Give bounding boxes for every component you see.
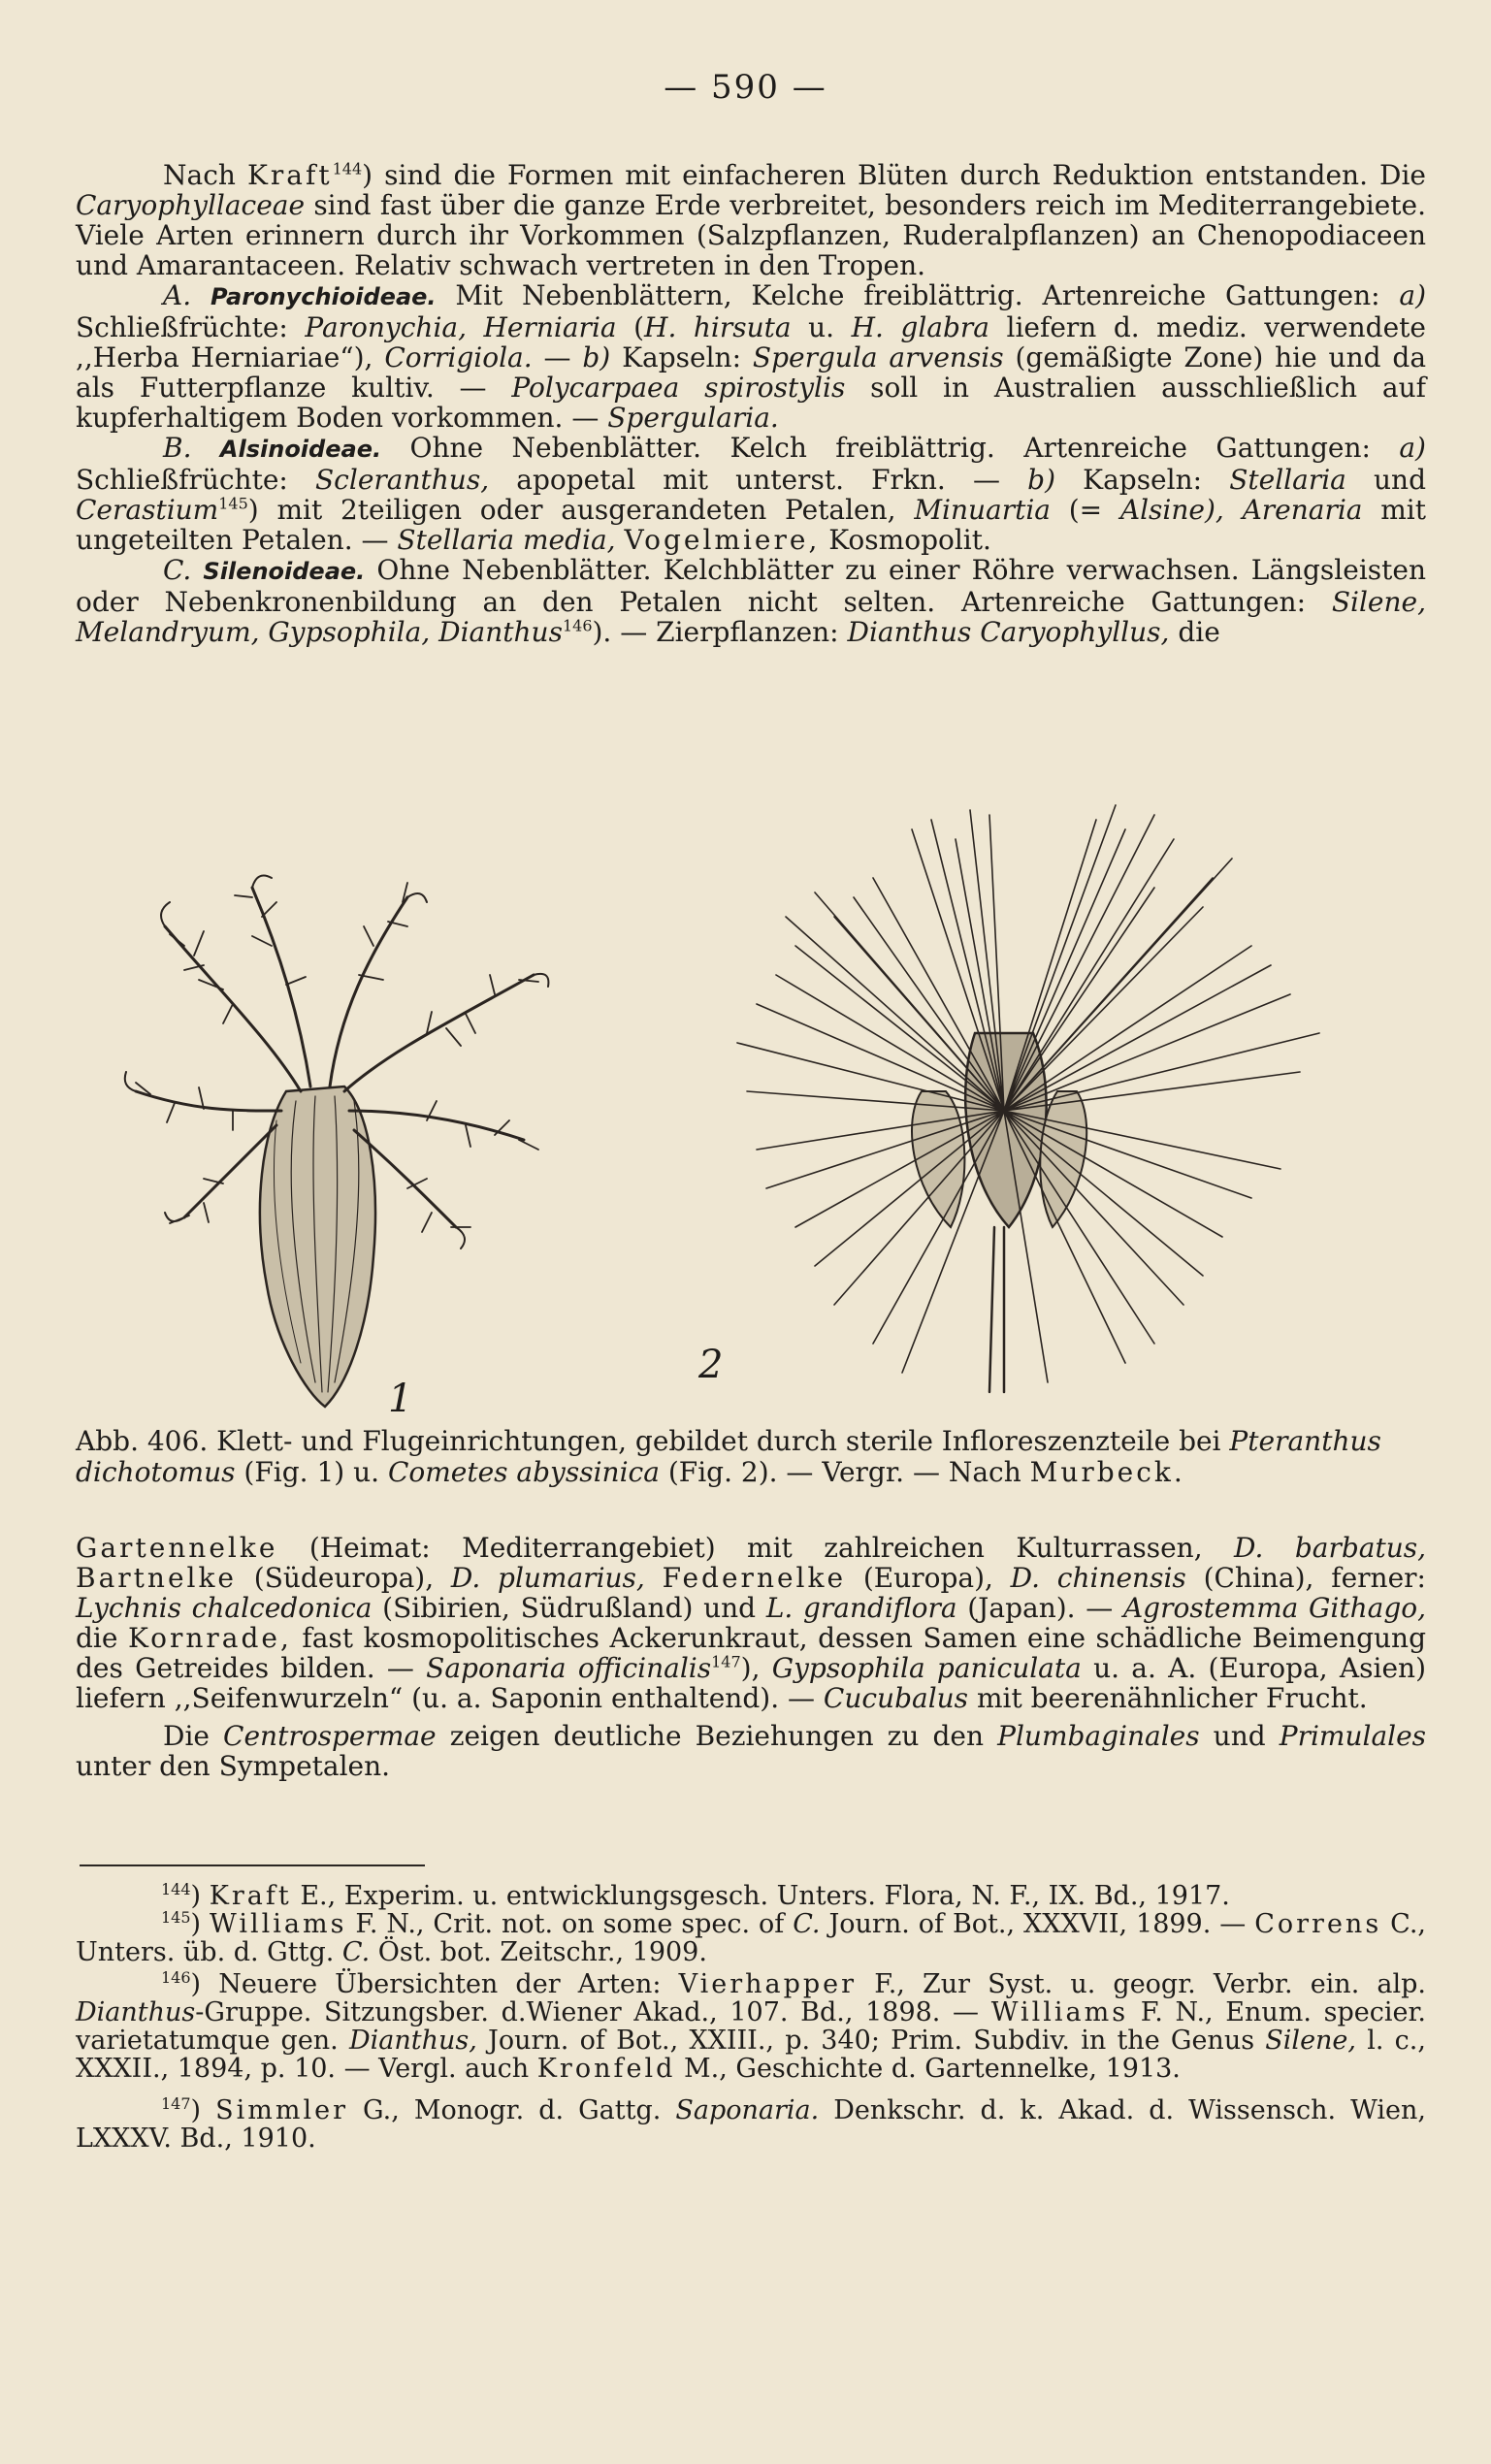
text: Schließfrüchte: (76, 464, 288, 496)
taxon: Saponaria. (675, 2095, 820, 2125)
text: ) (190, 2095, 202, 2125)
body-text-top (76, 160, 1426, 647)
taxon: Pteranthus dichotomus (76, 1425, 1381, 1488)
text: mit ungeteilten Petalen. — (76, 494, 1427, 556)
taxon: Cucubalus (823, 1682, 969, 1714)
footnote-divider (80, 1864, 425, 1866)
text: Nach (163, 159, 236, 191)
text: Abb. 406. Klett- und Flugeinrichtungen, gebildet durch sterile Infloreszenzteile bei (76, 1425, 1221, 1457)
common-name: Kornrade, (127, 1622, 292, 1654)
text: Kapseln: (622, 341, 742, 373)
taxon: C. (793, 1909, 821, 1939)
taxon: Alsine), (1119, 494, 1224, 526)
footnote-147 (76, 2096, 1426, 2153)
text: (Fig. 2). — Vergr. — Nach (667, 1456, 1021, 1488)
page-number: — 590 — (664, 68, 827, 107)
footnote-ref: 145 (218, 494, 248, 513)
taxon: Cometes abyssinica (387, 1456, 660, 1488)
taxon: Spergula arvensis (752, 341, 1004, 373)
footnote-number: 144 (161, 1880, 191, 1898)
text: Ohne Nebenblätter. Kelch freiblättrig. Artenreiche Gattungen: (409, 432, 1371, 464)
text: E., Experim. u. entwicklungsgesch. Unters. Flora, N. F., IX. Bd., 1917. (300, 1881, 1230, 1911)
continuation-paragraph (76, 1533, 1426, 1713)
taxon: C. (341, 1937, 371, 1967)
footnotes (76, 1882, 1426, 2153)
taxon: Paronychia, Herniaria (305, 311, 617, 343)
text: Ohne Nebenblätter. Kelchblätter zu einer Röhre verwachsen. Längsleisten oder Nebenkronenbildung an den Petalen nicht selten. Artenreiche Gattungen: (76, 554, 1427, 618)
text: ) (190, 1881, 202, 1911)
text: liefern d. mediz. verwendete ,,Herba Herniariae“), (76, 311, 1426, 373)
text: — (543, 341, 571, 373)
taxon: L. grandiflora (765, 1592, 957, 1624)
taxon: H. hirsuta (644, 311, 792, 343)
text: b) (1027, 464, 1055, 496)
text: F. N., Crit. not. on some spec. of (355, 1909, 785, 1939)
common-name: Vogelmiere, (624, 524, 821, 556)
author-name: Kronfeld (536, 2054, 676, 2084)
figure-illustration (78, 800, 1416, 1421)
group-b-paragraph (76, 433, 1426, 555)
text: Mit Nebenblättern, Kelche freiblättrig. Artenreiche Gattungen: (455, 279, 1380, 311)
text: und (1213, 1720, 1266, 1752)
common-name: Federnelke (662, 1562, 847, 1594)
text: ( (633, 311, 645, 343)
text: Kapseln: (1083, 464, 1203, 496)
taxon: Caryophyllaceae (76, 189, 306, 221)
text: apopetal mit unterst. Frkn. — (516, 464, 1000, 496)
text: ) Neuere Übersichten der Arten: (190, 1969, 662, 1999)
taxon: Gypsophila paniculata (771, 1652, 1082, 1684)
taxon: D. chinensis (1010, 1562, 1186, 1594)
text: Kosmopolit. (828, 524, 991, 556)
text: unter den Sympetalen. (76, 1750, 391, 1782)
footnote-ref: 144 (332, 159, 363, 178)
text: a) (1399, 279, 1426, 311)
text: (Heimat: Mediterrangebiet) mit zahlreichen Kulturrassen, (308, 1532, 1203, 1564)
group-letter: A. (163, 279, 192, 311)
group-name: Paronychioideae. (210, 283, 437, 310)
taxon: Arenaria (1242, 494, 1363, 526)
text: (Fig. 1) u. (243, 1456, 380, 1488)
text: F., Zur Syst. u. geogr. Verbr. ein. alp. (874, 1969, 1426, 1999)
footnote-number: 146 (161, 1968, 191, 1987)
figure-caption (76, 1426, 1426, 1488)
text: Denkschr. d. k. Akad. d. Wissensch. Wien, LXXXV. Bd., 1910. (76, 2095, 1426, 2154)
taxon: Spergularia. (607, 402, 779, 434)
text: (gemäßigte Zone) hie und da als Futterpflanze kultiv. — (76, 341, 1427, 404)
fig2-label: 2 (698, 1343, 724, 1387)
text: Öst. bot. Zeitschr., 1909. (377, 1937, 707, 1967)
taxon: D. plumarius, (450, 1562, 645, 1594)
text: (Europa), (862, 1562, 993, 1594)
group-letter: C. (163, 554, 192, 586)
final-paragraph (76, 1721, 1426, 1781)
text: Die (163, 1720, 210, 1752)
taxon: Stellaria (1229, 464, 1346, 496)
taxon: Corrigiola. (384, 341, 533, 373)
text: ). — Zierpflanzen: (592, 616, 839, 648)
text: u. (808, 311, 835, 343)
text: zeigen deutliche Beziehungen zu den (449, 1720, 985, 1752)
text: a) (1399, 432, 1426, 464)
text: M., Geschichte d. Gartennelke, 1913. (683, 2054, 1181, 2084)
text: l. c., XXXII., 1894, p. 10. — Vergl. auch (76, 2026, 1426, 2084)
text: (Japan). — (967, 1592, 1114, 1624)
taxon: H. glabra (851, 311, 989, 343)
taxon: D. barbatus, (1234, 1532, 1426, 1564)
intro-paragraph (76, 160, 1426, 280)
text: (China), ferner: (1203, 1562, 1426, 1594)
text: (Südeuropa), (253, 1562, 435, 1594)
text: soll in Australien ausschließlich auf kupferhaltigem Boden vorkommen. — (76, 372, 1426, 434)
footnote-number: 145 (161, 1908, 191, 1927)
author-name: Williams (210, 1909, 347, 1939)
footnote-ref: 146 (562, 616, 593, 635)
text: F. N., Enum. specier. varietatumque gen. (76, 1997, 1426, 2056)
text: b) (582, 341, 611, 373)
author-name: Murbeck. (1029, 1456, 1185, 1488)
text: Schließfrüchte: (76, 311, 288, 343)
text: Journ. of Bot., XXXVII, 1899. — (828, 1909, 1247, 1939)
author-name: Vierhapper (678, 1969, 858, 1999)
text: (= (1068, 494, 1103, 526)
common-name: Bartnelke (76, 1562, 238, 1594)
taxon: Primulales (1279, 1720, 1427, 1752)
group-c-paragraph (76, 555, 1426, 647)
text: ) mit 2teiligen oder ausgerandeten Petalen, (247, 494, 896, 526)
author-name: Williams (990, 1997, 1129, 2027)
taxon: Scleranthus, (315, 464, 490, 496)
fig2-cometes-drawing (737, 805, 1319, 1392)
taxon: Silene, Melandryum, Gypsophila, Dianthus (76, 586, 1426, 648)
common-name: Gartennelke (76, 1532, 278, 1564)
fig1-pteranthus-drawing (125, 876, 549, 1407)
text: u. a. A. (Europa, Asien) liefern ,,Seifenwurzeln“ (u. a. Saponin enthaltend). — (76, 1652, 1427, 1714)
text: ) (190, 1909, 202, 1939)
text: C., Unters. üb. d. Gttg. (76, 1909, 1426, 1967)
taxon: Agrostemma Githago, (1122, 1592, 1427, 1624)
taxon: Silene, (1265, 2026, 1356, 2056)
figure-406 (78, 800, 1416, 1421)
group-name: Alsinoideae. (219, 436, 382, 463)
taxon: Stellaria media, (397, 524, 616, 556)
footnote-146 (76, 1970, 1426, 2083)
text: Journ. of Bot., XXIII., p. 340; Prim. Subdiv. in the Genus (488, 2026, 1255, 2056)
text: G., Monogr. d. Gattg. (363, 2095, 662, 2125)
text: die (1178, 616, 1220, 648)
taxon: Dianthus Caryophyllus, (847, 616, 1170, 648)
taxon: Lychnis chalcedonica (76, 1592, 373, 1624)
taxon: Polycarpaea spirostylis (511, 372, 846, 404)
author-name: Kraft (209, 1881, 292, 1911)
taxon: Dianthus, (348, 2026, 477, 2056)
footnote-145 (76, 1910, 1426, 1966)
footnote-ref: 147 (711, 1652, 741, 1671)
taxon: Saponaria officinalis (426, 1652, 712, 1684)
text: ) sind die Formen mit einfacheren Blüten durch Reduktion entstanden. Die (362, 159, 1427, 191)
author-name: Kraft (246, 159, 333, 191)
group-name: Silenoideae. (203, 558, 366, 585)
text: -Gruppe. Sitzungsber. d.Wiener Akad., 107. Bd., 1898. — (195, 1997, 980, 2027)
footnote-number: 147 (161, 2094, 191, 2113)
author-name: Simmler (215, 2095, 348, 2125)
text: (Sibirien, Südrußland) und (382, 1592, 757, 1624)
taxon: Cerastium (76, 494, 219, 526)
taxon: Plumbaginales (997, 1720, 1200, 1752)
text: ), (740, 1652, 761, 1684)
fig1-label: 1 (388, 1377, 413, 1421)
footnote-144 (76, 1882, 1426, 1910)
text: fast kosmopolitisches Ackerunkraut, dessen Samen eine schädliche Beimengung des Getreides bilden. — (76, 1622, 1427, 1684)
author-name: Correns (1254, 1909, 1382, 1939)
text: die (76, 1622, 118, 1654)
text: und (1374, 464, 1427, 496)
group-a-paragraph (76, 280, 1426, 433)
text: sind fast über die ganze Erde verbreitet, besonders reich im Mediterrangebiete. Viele Arten erinnern durch ihr Vorkommen (Salzpflanzen, Ruderalpflanzen) an Chenopodiaceen und Amarantaceen. Relativ schwach vertreten in den Tropen. (76, 189, 1426, 281)
text: mit beerenähnlicher Frucht. (976, 1682, 1368, 1714)
body-text-bottom (76, 1533, 1426, 1781)
taxon: Minuartia (914, 494, 1051, 526)
taxon: Dianthus (76, 1997, 196, 2027)
group-letter: B. (163, 432, 192, 464)
taxon: Centrospermae (223, 1720, 437, 1752)
